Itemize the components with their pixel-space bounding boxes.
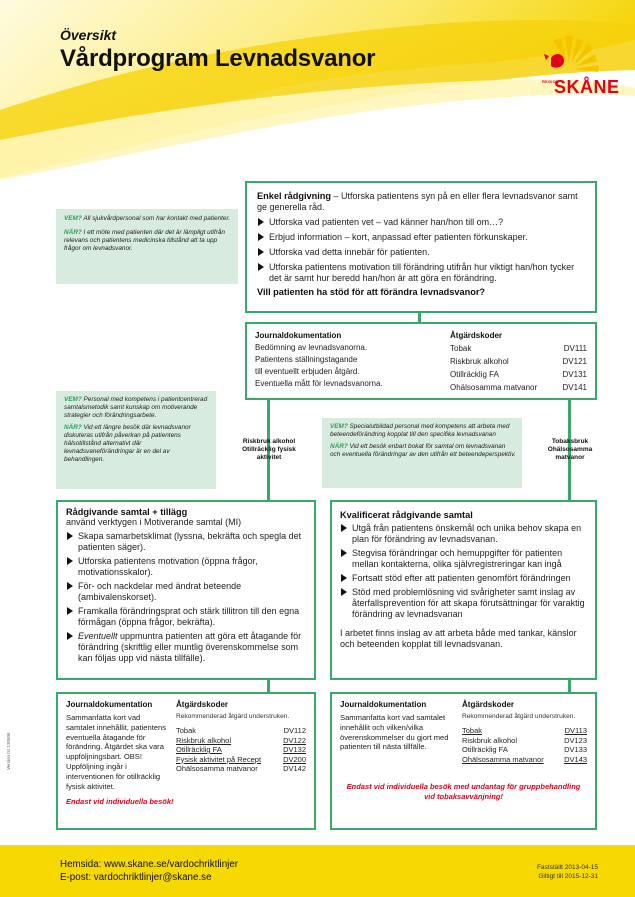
codes-left-note: Rekommenderad åtgärd understruken. bbox=[176, 713, 290, 720]
box-journal-right bbox=[330, 692, 597, 830]
codes-right-heading: Åtgärdskoder bbox=[462, 700, 515, 709]
journal-top-lines bbox=[255, 342, 450, 390]
journal-line: Patientens ställningstagande bbox=[255, 355, 358, 364]
code-row: Ohälsosamma matvanor DV141 bbox=[450, 383, 587, 392]
vem-label: VEM? bbox=[64, 215, 82, 222]
enkel-question: Vill patienten ha stöd för att förändra levnadsvanor? bbox=[257, 287, 486, 297]
list-item: För- och nackdelar med ändrat beteende (ambivalenskorset). bbox=[66, 581, 306, 603]
nar-text: Vid ett besök enbart bokat för samtal om levnadsvanan och eventuella förändringar av den utifrån ett beteendeperspektiv. bbox=[330, 443, 516, 458]
journal-top-heading: Journaldokumentation bbox=[255, 331, 342, 340]
footer-contact bbox=[60, 858, 238, 884]
kvalificerat-footer: I arbetet finns inslag av att arbeta både med tankar, känslor och beteenden kopplat till levnadsvanan. bbox=[340, 628, 577, 649]
list-item: Framkalla förändringsprat och stärk tillitron till den egna förmågan (öppna frågor, bekräfta). bbox=[66, 606, 306, 628]
enkel-heading: Enkel rådgivning bbox=[257, 191, 332, 201]
code-row: Fysisk aktivitet på Recept DV200 bbox=[176, 754, 306, 764]
code-row: Riskbruk alkohol DV122 bbox=[176, 735, 306, 745]
list-item: Stöd med problemlösning vid svårigheter samt inslag av återfallsprevention för att skapa förutsättningar för varaktig förändring av levnadsvanan bbox=[340, 587, 587, 620]
page-subtitle: Översikt bbox=[60, 27, 117, 43]
codes-top-heading: Åtgärdskoder bbox=[450, 331, 503, 340]
journal-line: till eventuellt erbjuden åtgärd. bbox=[255, 367, 360, 376]
enkel-list bbox=[257, 217, 585, 284]
box-enkel-radgivning bbox=[245, 181, 597, 313]
connector-radgivande-journal bbox=[267, 680, 270, 692]
nar-label: NÄR? bbox=[64, 229, 82, 236]
label-tobaksbruk: Tobaksbruk Ohälsosamma matvanor bbox=[547, 438, 593, 461]
list-item: Fortsatt stöd efter att patienten genomfört förändringen bbox=[340, 573, 587, 584]
journal-left-text: Sammanfatta kort vad samtalet innehållit, patientens eventuella åtagande för förändring. Åtgärdet ska vara uppföljningsbart. OBS! Uppföljning ingår i interventionen för otillräcklig fysisk aktivitet. bbox=[66, 713, 167, 791]
nar-text: I ett möte med patienten där det är lämpligt utifrån relevans och patientens medicinska tillstånd att ta upp frågor om levnadsvanor. bbox=[64, 229, 225, 252]
code-row: Riskbruk alkohol DV121 bbox=[450, 357, 587, 366]
label-riskbruk-alkohol: Riskbruk alkohol Otillräcklig fysisk aktivitet bbox=[242, 438, 296, 461]
footer-giltigt: Giltigt till 2015-12-31 bbox=[538, 873, 598, 880]
box-journal-left bbox=[56, 692, 316, 830]
list-item: Utgå från patientens önskemål och unika behov skapa en plan för förändring av levnadsvanan. bbox=[340, 523, 587, 545]
codes-right-note: Rekommenderad åtgärd understruken. bbox=[462, 713, 576, 720]
vem-label: VEM? bbox=[330, 423, 348, 430]
vem-text: All sjukvårdpersonal som har kontakt med patienter. bbox=[83, 215, 231, 222]
footer-web-link[interactable]: Hemsida: www.skane.se/vardochriktlinjer bbox=[60, 859, 239, 870]
nar-label: NÄR? bbox=[64, 424, 82, 431]
radgivande-heading: Rådgivande samtal + tillägg bbox=[66, 507, 188, 517]
journal-right-text: Sammanfatta kort vad samtalet innehållit och vilken/vilka överenskommelser du gjort med patienten till nästa tillfälle. bbox=[340, 713, 449, 752]
code-row: Riskbruk alkohol DV123 bbox=[462, 735, 587, 745]
journal-left-heading: Journaldokumentation bbox=[66, 700, 153, 709]
list-item: Erbjud information – kort, anpassad efter patienten förkunskaper. bbox=[257, 232, 585, 243]
code-row: Otillräcklig FA DV132 bbox=[176, 745, 306, 754]
note-radgivande-vem-nar bbox=[56, 391, 216, 489]
journal-right-heading: Journaldokumentation bbox=[340, 700, 427, 709]
box-kvalificerat-samtal bbox=[330, 500, 597, 680]
logo-skane-text: SKÅNE bbox=[554, 77, 620, 97]
kvalificerat-list bbox=[340, 523, 587, 620]
journal-line: Eventuella mått för levnadsvanorna. bbox=[255, 379, 383, 388]
journal-right-red-note: Endast vid individuella besök med undantag för gruppbehandling vid tobaksavvänjning! bbox=[346, 782, 581, 801]
note-kvalificerat-vem-nar bbox=[322, 418, 522, 488]
footer-email-link[interactable]: E-post: vardochriktlinjer@skane.se bbox=[60, 872, 212, 883]
vem-label: VEM? bbox=[64, 396, 82, 403]
code-row: Otillräcklig FA DV131 bbox=[450, 370, 587, 379]
connector-kvalificerat-journal bbox=[568, 680, 571, 692]
nar-text: Vid ett längre besök där levnadsvanor diskuteras utifrån påverkan på patientens hälsotillstånd alternativt där levnadsvaneförändringar är en del av behandlingen. bbox=[64, 424, 191, 463]
radgivande-intro: använd verktygen i Motiverande samtal (MI) bbox=[66, 517, 242, 527]
connector-enkel-journal bbox=[418, 313, 421, 322]
codes-top-table bbox=[450, 342, 587, 394]
list-item: Utforska patientens motivation (öppna frågor, motivationsskalor). bbox=[66, 556, 306, 578]
code-row: Tobak DV111 bbox=[450, 344, 587, 353]
footer-bar bbox=[0, 845, 635, 897]
enkel-intro: – Utforska patientens syn på en eller flera levnadsvanor samt ge generella råd. bbox=[257, 191, 578, 212]
code-row: Ohälsosamma matvanor DV142 bbox=[176, 764, 306, 773]
code-row: Ohälsosamma matvanor DV143 bbox=[462, 754, 587, 764]
logo-region-text: REGION bbox=[542, 79, 559, 84]
code-row: Tobak DV113 bbox=[462, 726, 587, 735]
journal-line: Bedömning av levnadsvanorna. bbox=[255, 343, 368, 352]
list-item: Stegvisa förändringar och hemuppgifter för patienten mellan kontakterna, olika självregistreringar kan ingå bbox=[340, 548, 587, 570]
box-radgivande-samtal bbox=[56, 500, 316, 680]
vem-text: Specialutbildad personal med kompetens att arbeta med beteendeförändring kopplat till den specifika levnadsvanan bbox=[330, 423, 510, 438]
journal-left-red-note: Endast vid individuella besök! bbox=[66, 797, 174, 807]
kvalificerat-heading: Kvalificerat rådgivande samtal bbox=[340, 510, 473, 520]
footer-dates bbox=[537, 863, 598, 881]
codes-left-heading: Åtgärdskoder bbox=[176, 700, 229, 709]
codes-right-table bbox=[462, 726, 587, 764]
footer-fastst: Fastställt 2013-04-15 bbox=[536, 864, 598, 871]
radgivande-list bbox=[66, 531, 306, 664]
version-label: Version 01 130506 bbox=[6, 732, 11, 770]
note-enkel-vem-nar bbox=[56, 209, 238, 284]
code-row: Otillräcklig FA DV133 bbox=[462, 745, 587, 754]
list-item: Eventuellt uppmuntra patienten att göra ett åtagande för förändring (skriftlig eller muntlig överenskommelse som kan följas upp vid nästa tillfälle). bbox=[66, 631, 306, 664]
list-item: Skapa samarbetsklimat (lyssna, bekräfta och spegla det patienten säger). bbox=[66, 531, 306, 553]
list-item: Utforska patientens motivation till förändring utifrån hur viktigt han/hon tycker det är samt hur beredd han/hon är att göra en förändring. bbox=[257, 262, 585, 284]
list-item: Utforska vad detta innebär för patienten. bbox=[257, 247, 585, 258]
codes-left-table bbox=[176, 726, 306, 774]
nar-label: NÄR? bbox=[330, 443, 348, 450]
box-journal-top bbox=[245, 322, 597, 400]
code-row: Tobak DV112 bbox=[176, 726, 306, 735]
vem-text: Personal med kompetens i patientcentrerad samtalsmetodik samt kunskap om motiverande strategier och förändringsarbete. bbox=[64, 396, 208, 419]
list-item: Utforska vad patienten vet – vad känner han/hon till om…? bbox=[257, 217, 585, 228]
page-title: Vårdprogram Levnadsvanor bbox=[60, 45, 376, 72]
